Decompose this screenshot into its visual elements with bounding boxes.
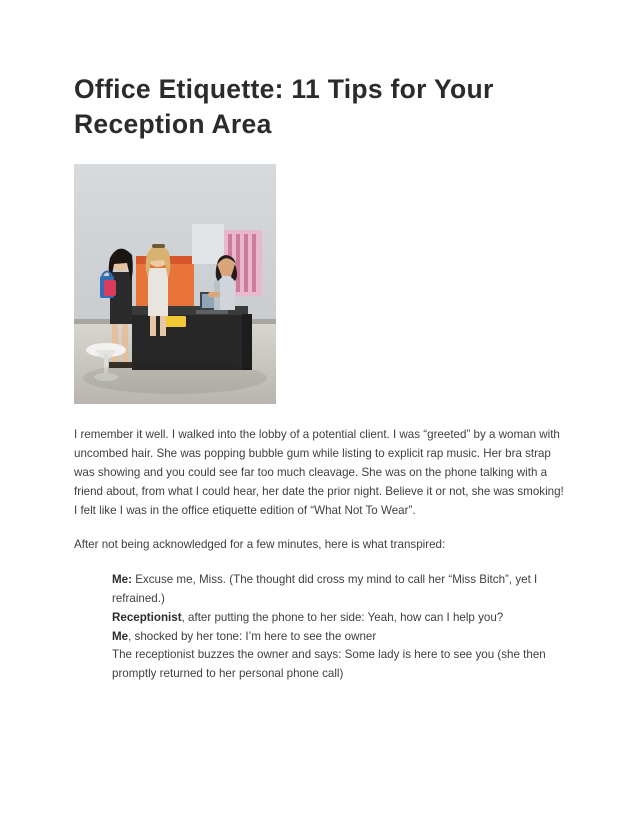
transcript-speaker: Receptionist xyxy=(112,610,182,624)
transcript-line xyxy=(112,571,564,609)
transcript-text: , shocked by her tone: I’m here to see the owner xyxy=(128,629,377,643)
transcript-text: The receptionist buzzes the owner and says: Some lady is here to see you (she then promptly returned to her personal phone call) xyxy=(112,648,546,681)
transcript-speaker: Me: xyxy=(112,573,132,587)
transcript-line xyxy=(112,609,564,628)
transcript-block xyxy=(112,571,564,684)
transcript-speaker: Me xyxy=(112,629,129,643)
paragraph-1: I remember it well. I walked into the lobby of a potential client. I was “greeted” by a woman with uncombed hair. She was popping bubble gum while listing to explicit rap music. Her bra strap was showing and you could see far too much cleavage. She was on the phone talking with a friend about, from what I could hear, her date the prior night. Believe it or not, she was smoking! I felt like I was in the office etiquette edition of “What Not To Wear”. xyxy=(74,428,564,517)
transcript-text: Excuse me, Miss. (The thought did cross my mind to call her “Miss Bitch”, yet I refrained.) xyxy=(112,573,538,605)
paragraph-2: After not being acknowledged for a few minutes, here is what transpired: xyxy=(74,538,446,552)
transcript-line xyxy=(112,628,564,647)
transcript-text: , after putting the phone to her side: Yeah, how can I help you? xyxy=(181,610,504,624)
reception-area-dolls-photo xyxy=(74,164,276,404)
page-title: Office Etiquette: 11 Tips for Your Reception Area xyxy=(74,74,494,140)
transcript-line xyxy=(112,646,564,684)
